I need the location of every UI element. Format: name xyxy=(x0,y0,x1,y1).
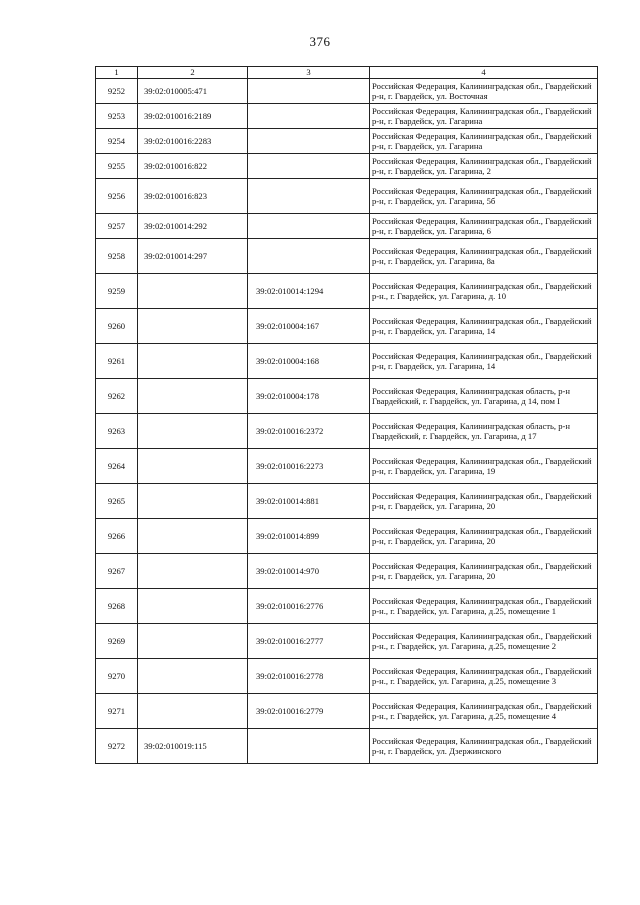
cadastral-number-col3 xyxy=(248,239,370,274)
cadastral-number-col3: 39:02:010016:2778 xyxy=(248,659,370,694)
cadastral-number-col3 xyxy=(248,214,370,239)
row-number: 9256 xyxy=(96,179,138,214)
cadastral-number-col3 xyxy=(248,129,370,154)
table-row xyxy=(96,729,598,764)
cadastral-number-col2: 39:02:010016:822 xyxy=(138,154,248,179)
address-cell: Российская Федерация, Калининградская обл., Гвардейский р-н, г. Гвардейск, ул. Гагарина, 14 xyxy=(370,344,598,379)
address-cell: Российская Федерация, Калининградская обл., Гвардейский р-н., г. Гвардейск, ул. Гагарина, д.25, помещение 1 xyxy=(370,589,598,624)
address-cell: Российская Федерация, Калининградская обл., Гвардейский р-н, г. Гвардейск, ул. Гагарина, 19 xyxy=(370,449,598,484)
cadastral-number-col2 xyxy=(138,449,248,484)
address-cell: Российская Федерация, Калининградская обл., Гвардейский р-н, г. Гвардейск, ул. Гагарина, 2 xyxy=(370,154,598,179)
table-row xyxy=(96,179,598,214)
table-row xyxy=(96,449,598,484)
cadastral-number-col3: 39:02:010004:167 xyxy=(248,309,370,344)
cadastral-number-col2: 39:02:010016:823 xyxy=(138,179,248,214)
row-number: 9261 xyxy=(96,344,138,379)
cadastral-number-col3: 39:02:010016:2777 xyxy=(248,624,370,659)
row-number: 9257 xyxy=(96,214,138,239)
address-cell: Российская Федерация, Калининградская обл., Гвардейский р-н., г. Гвардейск, ул. Гагарина, д.25, помещение 2 xyxy=(370,624,598,659)
table-row xyxy=(96,154,598,179)
cadastral-number-col3: 39:02:010014:881 xyxy=(248,484,370,519)
cadastral-number-col2 xyxy=(138,344,248,379)
cadastral-number-col2 xyxy=(138,309,248,344)
address-cell: Российская Федерация, Калининградская обл., Гвардейский р-н, г. Гвардейск, ул. Гагарина xyxy=(370,129,598,154)
cadastral-number-col3: 39:02:010016:2273 xyxy=(248,449,370,484)
cadastral-number-col2 xyxy=(138,414,248,449)
cadastral-number-col3: 39:02:010014:1294 xyxy=(248,274,370,309)
row-number: 9272 xyxy=(96,729,138,764)
cadastral-number-col3: 39:02:010004:168 xyxy=(248,344,370,379)
address-cell: Российская Федерация, Калининградская обл., Гвардейский р-н, г. Гвардейск, ул. Гагарина, 20 xyxy=(370,519,598,554)
column-header-2: 2 xyxy=(138,67,248,79)
table-row xyxy=(96,589,598,624)
table-row xyxy=(96,484,598,519)
address-cell: Российская Федерация, Калининградская область, р-н Гвардейский, г. Гвардейск, ул. Гагарина, д 17 xyxy=(370,414,598,449)
cadastral-number-col3: 39:02:010014:899 xyxy=(248,519,370,554)
row-number: 9255 xyxy=(96,154,138,179)
address-cell: Российская Федерация, Калининградская обл., Гвардейский р-н., г. Гвардейск, ул. Гагарина, д.25, помещение 4 xyxy=(370,694,598,729)
cadastral-number-col2 xyxy=(138,659,248,694)
row-number: 9264 xyxy=(96,449,138,484)
cadastral-number-col2 xyxy=(138,519,248,554)
table-header-row xyxy=(96,67,598,79)
table-row xyxy=(96,129,598,154)
address-cell: Российская Федерация, Калининградская обл., Гвардейский р-н, г. Гвардейск, ул. Гагарина, 6 xyxy=(370,214,598,239)
page-number: 376 xyxy=(309,34,331,49)
cadastral-number-col2: 39:02:010019:115 xyxy=(138,729,248,764)
table-row xyxy=(96,379,598,414)
cadastral-number-col2: 39:02:010005:471 xyxy=(138,79,248,104)
row-number: 9270 xyxy=(96,659,138,694)
cadastral-number-col3: 39:02:010004:178 xyxy=(248,379,370,414)
address-cell: Российская Федерация, Калининградская обл., Гвардейский р-н, г. Гвардейск, ул. Гагарина, 8а xyxy=(370,239,598,274)
column-header-1: 1 xyxy=(96,67,138,79)
row-number: 9254 xyxy=(96,129,138,154)
row-number: 9262 xyxy=(96,379,138,414)
address-cell: Российская Федерация, Калининградская обл., Гвардейский р-н, г. Гвардейск, ул. Гагарина, 20 xyxy=(370,554,598,589)
table-row xyxy=(96,554,598,589)
cadastral-number-col2 xyxy=(138,624,248,659)
cadastral-number-col3 xyxy=(248,79,370,104)
cadastral-number-col3: 39:02:010016:2776 xyxy=(248,589,370,624)
address-cell: Российская Федерация, Калининградская обл., Гвардейский р-н, г. Гвардейск, ул. Дзержинского xyxy=(370,729,598,764)
address-cell: Российская Федерация, Калининградская обл., Гвардейский р-н, г. Гвардейск, ул. Гагарина, 20 xyxy=(370,484,598,519)
table-row xyxy=(96,239,598,274)
table-row xyxy=(96,104,598,129)
column-header-4: 4 xyxy=(370,67,598,79)
row-number: 9268 xyxy=(96,589,138,624)
cadastral-number-col2 xyxy=(138,484,248,519)
address-cell: Российская Федерация, Калининградская обл., Гвардейский р-н., г. Гвардейск, ул. Гагарина, д. 10 xyxy=(370,274,598,309)
cadastral-number-col2 xyxy=(138,274,248,309)
table-row xyxy=(96,309,598,344)
registry-table xyxy=(95,66,598,764)
row-number: 9266 xyxy=(96,519,138,554)
cadastral-number-col2: 39:02:010014:292 xyxy=(138,214,248,239)
cadastral-number-col2: 39:02:010016:2283 xyxy=(138,129,248,154)
row-number: 9259 xyxy=(96,274,138,309)
table-row xyxy=(96,624,598,659)
cadastral-number-col3 xyxy=(248,729,370,764)
address-cell: Российская Федерация, Калининградская область, р-н Гвардейский, г. Гвардейск, ул. Гагарина, д 14, пом I xyxy=(370,379,598,414)
cadastral-number-col2: 39:02:010016:2189 xyxy=(138,104,248,129)
row-number: 9252 xyxy=(96,79,138,104)
row-number: 9253 xyxy=(96,104,138,129)
cadastral-number-col3 xyxy=(248,104,370,129)
column-header-3: 3 xyxy=(248,67,370,79)
cadastral-number-col3: 39:02:010016:2372 xyxy=(248,414,370,449)
table-row xyxy=(96,519,598,554)
cadastral-number-col3: 39:02:010014:970 xyxy=(248,554,370,589)
cadastral-number-col2 xyxy=(138,379,248,414)
cadastral-number-col2 xyxy=(138,554,248,589)
cadastral-number-col3 xyxy=(248,179,370,214)
table-row xyxy=(96,414,598,449)
table-row xyxy=(96,274,598,309)
row-number: 9269 xyxy=(96,624,138,659)
table-row xyxy=(96,694,598,729)
cadastral-number-col2 xyxy=(138,589,248,624)
row-number: 9260 xyxy=(96,309,138,344)
cadastral-number-col2: 39:02:010014:297 xyxy=(138,239,248,274)
row-number: 9258 xyxy=(96,239,138,274)
cadastral-number-col3: 39:02:010016:2779 xyxy=(248,694,370,729)
cadastral-number-col2 xyxy=(138,694,248,729)
row-number: 9265 xyxy=(96,484,138,519)
address-cell: Российская Федерация, Калининградская обл., Гвардейский р-н, г. Гвардейск, ул. Гагарина xyxy=(370,104,598,129)
table-row xyxy=(96,344,598,379)
table-row xyxy=(96,79,598,104)
address-cell: Российская Федерация, Калининградская обл., Гвардейский р-н, г. Гвардейск, ул. Гагарина, 14 xyxy=(370,309,598,344)
row-number: 9271 xyxy=(96,694,138,729)
table-row xyxy=(96,659,598,694)
row-number: 9263 xyxy=(96,414,138,449)
address-cell: Российская Федерация, Калининградская обл., Гвардейский р-н, г. Гвардейск, ул. Гагарина, 5б xyxy=(370,179,598,214)
cadastral-number-col3 xyxy=(248,154,370,179)
address-cell: Российская Федерация, Калининградская обл., Гвардейский р-н., г. Гвардейск, ул. Гагарина, д.25, помещение 3 xyxy=(370,659,598,694)
row-number: 9267 xyxy=(96,554,138,589)
table-row xyxy=(96,214,598,239)
address-cell: Российская Федерация, Калининградская обл., Гвардейский р-н, г. Гвардейск, ул. Восточная xyxy=(370,79,598,104)
